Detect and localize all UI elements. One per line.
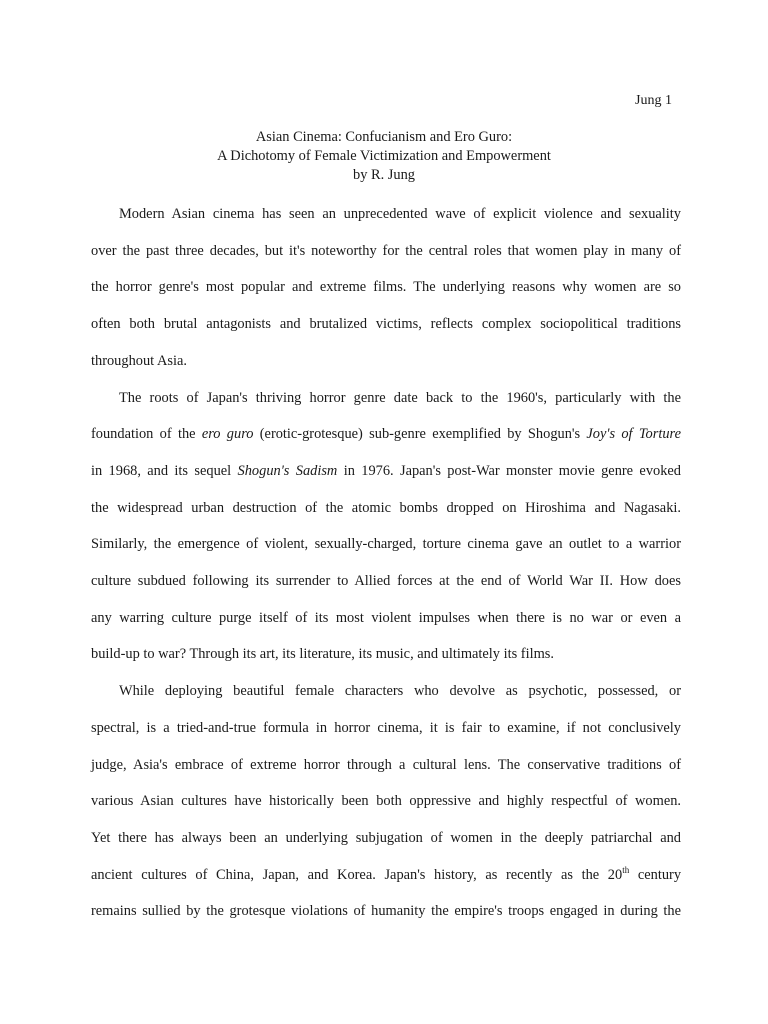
- text-line: various Asian cultures have historically been both oppressive and highly respectful of women.: [91, 793, 681, 810]
- text-run: in 1976. Japan's post-War monster movie genre evoked: [337, 462, 681, 479]
- text-line: Similarly, the emergence of violent, sexually-charged, torture cinema gave an outlet to a warrior: [91, 536, 681, 553]
- text-line: Modern Asian cinema has seen an unprecedented wave of explicit violence and sexuality: [119, 206, 681, 222]
- body-text: [91, 196, 681, 930]
- text-line: spectral, is a tried-and-true formula in horror cinema, it is fair to examine, if not conclusively: [91, 719, 681, 736]
- text-line: build-up to war? Through its art, its literature, its music, and ultimately its films.: [91, 646, 554, 663]
- title-line-2: A Dichotomy of Female Victimization and Empowerment: [217, 148, 551, 164]
- text-line: [91, 857, 681, 894]
- text-line: culture subdued following its surrender to Allied forces at the end of World War II. How does: [91, 573, 681, 590]
- text-run: foundation of the: [91, 426, 202, 443]
- text-line: judge, Asia's embrace of extreme horror through a cultural lens. The conservative traditions of: [91, 756, 681, 773]
- text-line: the widespread urban destruction of the atomic bombs dropped on Hiroshima and Nagasaki.: [91, 499, 681, 516]
- film-title: Joy's of Torture: [586, 426, 681, 443]
- paragraph-3: [91, 673, 681, 930]
- text-run: (erotic-grotesque) sub-genre exemplified by Shogun's: [253, 426, 587, 443]
- text-line: Yet there has always been an underlying subjugation of women in the deeply patriarchal and: [91, 829, 681, 846]
- text-line: [91, 416, 681, 453]
- text-line: often both brutal antagonists and brutalized victims, reflects complex sociopolitical traditions: [91, 316, 681, 333]
- film-title: Shogun's Sadism: [237, 462, 338, 479]
- text-line: [91, 453, 681, 490]
- text-line: remains sullied by the grotesque violations of humanity the empire's troops engaged in during the: [91, 903, 681, 920]
- text-line: While deploying beautiful female characters who devolve as psychotic, possessed, or: [119, 683, 681, 700]
- title-block: [0, 128, 768, 185]
- text-line: The roots of Japan's thriving horror genre date back to the 1960's, particularly with the: [119, 389, 681, 406]
- running-head: Jung 1: [635, 93, 672, 108]
- text-line: over the past three decades, but it's noteworthy for the central roles that women play in many of: [91, 242, 681, 259]
- text-line: the horror genre's most popular and extreme films. The underlying reasons why women are so: [91, 279, 681, 296]
- text-line: any warring culture purge itself of its most violent impulses when there is no war or even a: [91, 609, 681, 626]
- text-run: ancient cultures of China, Japan, and Korea. Japan's history, as recently as the 20: [91, 866, 623, 883]
- text-run: in 1968, and its sequel: [91, 462, 238, 479]
- byline: by R. Jung: [353, 167, 415, 183]
- paragraph-2: [91, 380, 681, 674]
- text-run: century: [629, 866, 682, 883]
- superscript: th: [622, 864, 630, 875]
- title-line-1: Asian Cinema: Confucianism and Ero Guro:: [255, 129, 513, 145]
- paragraph-1: [91, 196, 681, 380]
- italic-term: ero guro: [201, 426, 254, 443]
- text-line: throughout Asia.: [91, 352, 187, 369]
